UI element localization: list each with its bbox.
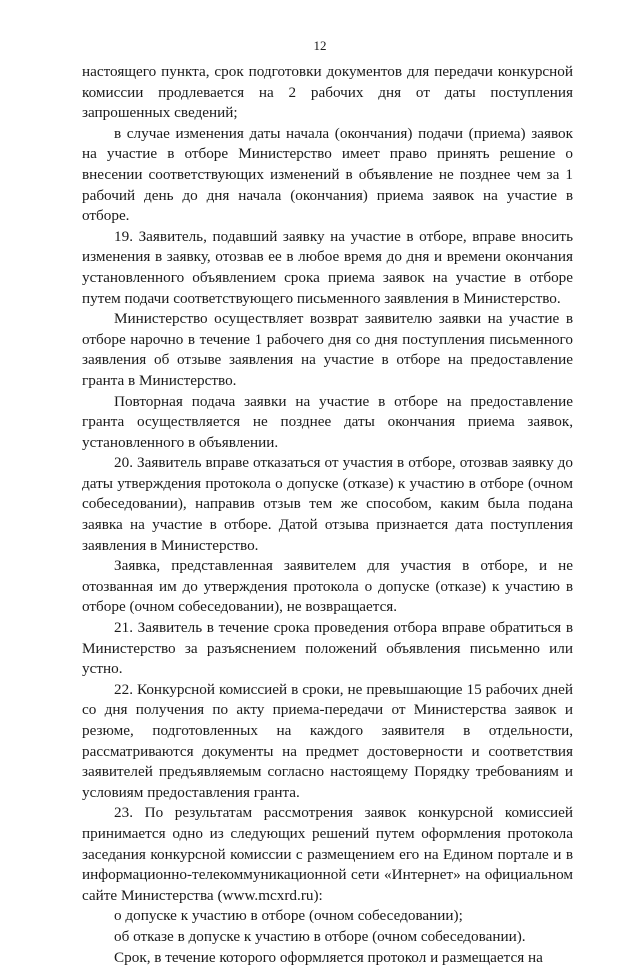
paragraph-return: Министерство осуществляет возврат заявителю заявки на участие в отборе нарочно в течение 1 рабочего дня со дня поступления письменного заявления об отзыве заявления на участие в отборе на предоставление гранта в Министерство.: [82, 310, 573, 389]
paragraph-term: Срок, в течение которого оформляется протокол и размещается на: [114, 948, 543, 966]
paragraph-20: 20. Заявитель вправе отказаться от участия в отборе, отозвав заявку до даты утверждения протокола о допуске (отказе) к участию в отборе (очном собеседовании), направив отзыв тем же способом, каким была подана заявка на участие в отборе. Датой отзыва признается дата поступления заявления в Министерство.: [82, 454, 573, 554]
paragraph-date-change: в случае изменения даты начала (окончания) подачи (приема) заявок на участие в отборе Министерство имеет право принять решение о внесении соответствующих изменений в объявление не позднее чем за 1 рабочий день до дня начала (окончания) приема заявок на участие в отборе.: [82, 124, 573, 225]
list-item-refusal: об отказе в допуске к участию в отборе (очном собеседовании).: [114, 927, 526, 945]
paragraph-resubmission: Повторная подача заявки на участие в отборе на предоставление гранта осуществляется не позднее даты окончания приема заявок, установленного в объявлении.: [82, 392, 573, 451]
paragraph-19: 19. Заявитель, подавший заявку на участие в отборе, вправе вносить изменения в заявку, отозвав ее в любое время до дня и времени окончания установленного объявлением срока приема заявок на участие в отборе путем подачи соответствующего письменного заявления в Министерство.: [82, 227, 573, 307]
paragraph-continuation: настоящего пункта, срок подготовки документов для передачи конкурсной комиссии продлевается на 2 рабочих дня от даты поступления запрошенных сведений;: [82, 63, 573, 122]
paragraph-23: 23. По результатам рассмотрения заявок конкурсной комиссией принимается одно из следующих решений путем оформления протокола заседания конкурсной комиссии с размещением его на Едином портале и в информационно-телекоммуникационной сети «Интернет» на официальном сайте Министерства (www.mcxrd.ru):: [82, 804, 573, 904]
paragraph-22: 22. Конкурсной комиссией в сроки, не превышающие 15 рабочих дней со дня получения по акту приема-передачи от Министерства заявок и резюме, подготовленных на каждого заявителя в отдельности, рассматриваются документы на предмет достоверности и соответствия заявителей предъявляемым согласно настоящему Порядку требованиям и условиям предоставления гранта.: [82, 680, 573, 801]
paragraph-not-returned: Заявка, представленная заявителем для участия в отборе, и не отозванная им до утверждения протокола о допуске (отказе) к участию в отборе (очном собеседовании), не возвращается.: [82, 557, 573, 616]
list-item-admission: о допуске к участию в отборе (очном собеседовании);: [114, 907, 463, 925]
page-number: 12: [313, 38, 327, 53]
document-body: [82, 62, 573, 968]
paragraph-21: 21. Заявитель в течение срока проведения отбора вправе обратиться в Министерство за разъяснением положений объявления письменно или устно.: [82, 619, 573, 678]
